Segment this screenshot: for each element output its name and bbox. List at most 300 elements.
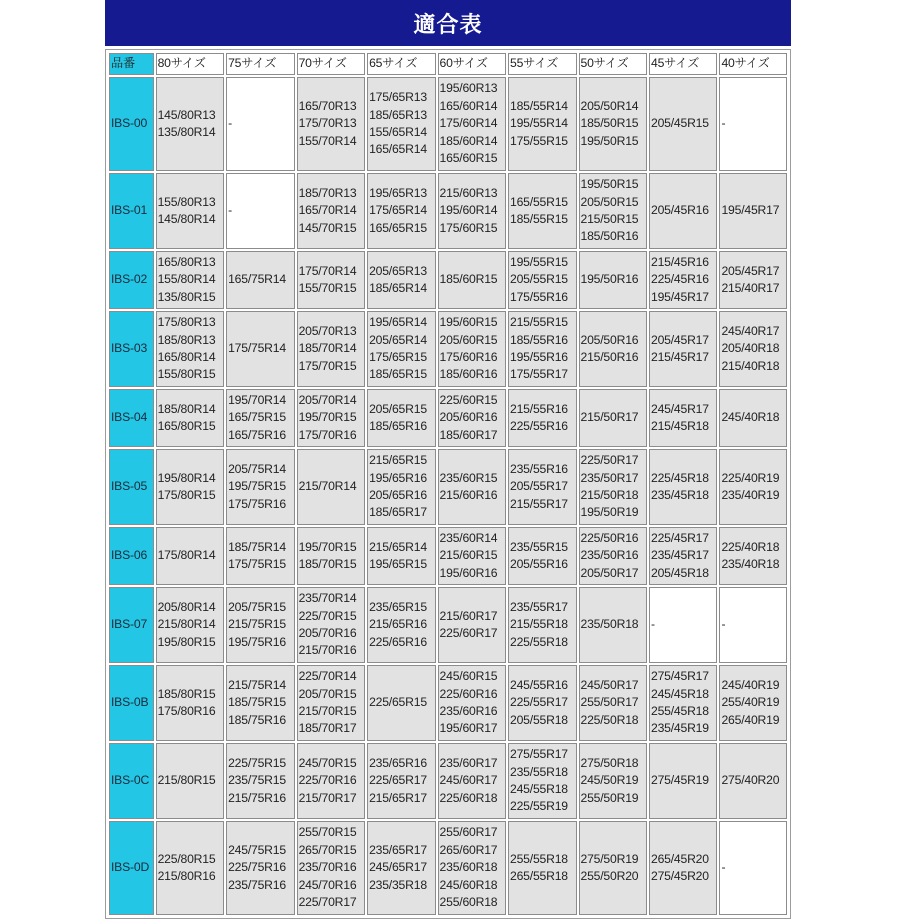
tire-size: 235/70R14 [298,591,357,606]
size-cell [719,311,787,387]
tire-size: - [721,116,726,131]
tire-size: 225/70R15 [298,608,357,623]
size-cell [649,77,717,171]
tire-size: 225/45R16 [651,272,709,287]
tire-size: - [721,617,726,632]
tire-size: 225/70R16 [298,773,357,788]
tire-size: 195/45R17 [721,203,780,218]
tire-size: 215/80R14 [157,617,216,632]
size-cell [579,587,647,663]
tire-size: 185/55R14 [510,98,568,113]
tire-size: 215/50R15 [580,212,639,226]
tire-size: 175/80R14 [157,548,216,563]
tire-size: 175/75R15 [228,557,286,571]
tire-size: 245/40R17 [721,323,780,338]
table-row [109,665,787,741]
size-cell [649,527,717,585]
tire-size: 275/40R20 [721,773,780,788]
tire-size: 225/60R15 [439,392,498,407]
size-cell [156,251,224,309]
size-cell [438,743,506,819]
size-cell [508,173,576,249]
tire-size: 225/65R17 [369,773,427,788]
size-cell [438,77,506,171]
tire-size: 245/75R15 [228,842,286,857]
table-row [109,77,787,171]
size-cell [156,449,224,525]
size-cell [719,587,787,663]
tire-size: 185/65R17 [369,505,427,520]
tire-size: 165/75R15 [228,410,286,425]
tire-size: 215/45R16 [651,254,709,269]
tire-size: 245/40R19 [721,677,780,692]
size-cell [367,587,435,663]
tire-size: 205/65R13 [369,263,427,278]
tire-size: 205/65R16 [369,488,427,502]
size-cell [438,389,506,447]
tire-size: 195/65R15 [369,557,427,571]
tire-size: 235/40R18 [721,557,780,571]
tire-size: 155/70R14 [298,133,357,148]
tire-size: 205/75R15 [228,599,286,614]
tire-size: 185/65R13 [369,107,427,122]
tire-size: 185/60R16 [439,367,498,382]
size-cell [719,77,787,171]
tire-size: 215/75R14 [228,677,286,692]
tire-size: 245/45R17 [651,401,709,416]
size-cell [508,743,576,819]
tire-size: 205/45R17 [651,332,709,347]
tire-size: - [721,860,726,875]
table-row [109,527,787,585]
tire-size: 205/45R18 [651,565,709,580]
tire-size: 235/35R18 [369,877,427,892]
tire-size: 235/45R18 [651,488,709,502]
tire-size: 235/70R16 [298,860,357,875]
tire-size: 145/80R14 [157,212,216,226]
product-code-cell: IBS-01 [109,173,154,249]
size-cell [226,821,294,915]
tire-size: 245/50R19 [580,773,639,788]
tire-size: 195/55R16 [510,350,568,364]
size-cell [367,77,435,171]
tire-size: 195/65R16 [369,470,427,485]
header-size-70: 70サイズ [297,53,365,75]
size-cell [579,311,647,387]
tire-size: 215/65R16 [369,617,427,632]
tire-size: 175/55R17 [510,367,568,382]
tire-size: 215/70R15 [298,704,357,718]
tire-size: 215/50R18 [580,488,639,502]
size-cell [297,77,365,171]
size-cell [367,311,435,387]
tire-size: 245/60R15 [439,669,498,684]
tire-size: 215/50R17 [580,410,639,425]
size-cell [297,173,365,249]
size-cell [438,449,506,525]
tire-size: 165/60R14 [439,98,498,113]
tire-size: 205/60R16 [439,410,498,425]
size-cell [719,389,787,447]
tire-size: 215/60R15 [439,548,498,563]
tire-size: 225/60R17 [439,626,498,640]
tire-size: 155/80R13 [157,194,216,209]
table-row [109,251,787,309]
tire-size: 175/60R16 [439,350,498,364]
size-cell [438,821,506,915]
tire-size: 195/70R15 [298,410,357,425]
tire-size: 185/80R15 [157,686,216,701]
tire-size: 205/65R14 [369,332,427,347]
size-cell [719,743,787,819]
size-cell [579,821,647,915]
size-cell [297,527,365,585]
tire-size: 205/60R15 [439,332,498,347]
product-code-cell: IBS-04 [109,389,154,447]
tire-size: 185/55R16 [510,332,568,347]
tire-size: 155/80R15 [157,367,216,382]
tire-size: 225/50R17 [580,453,639,468]
tire-size: 235/75R15 [228,773,286,788]
size-cell [579,449,647,525]
tire-size: 205/70R14 [298,392,357,407]
size-cell [438,173,506,249]
tire-size: 205/65R15 [369,401,427,416]
tire-size: 265/40R19 [721,712,780,727]
tire-size: 205/55R17 [510,479,568,494]
size-cell [508,77,576,171]
tire-size: 245/40R18 [721,410,780,425]
tire-size: 135/80R14 [157,125,216,139]
tire-size: 245/55R18 [510,782,568,796]
tire-size: 155/65R14 [369,125,427,139]
table-row [109,743,787,819]
size-cell [579,251,647,309]
tire-size: 165/60R15 [439,151,498,166]
tire-size: 215/45R18 [651,419,709,433]
tire-size: 185/70R14 [298,341,357,356]
tire-size: 235/55R16 [510,461,568,476]
tire-size: 185/80R13 [157,332,216,347]
tire-size: 185/75R16 [228,712,286,727]
tire-size: 185/50R15 [580,116,639,131]
tire-size: 165/75R16 [228,427,286,442]
tire-size: 195/55R14 [510,116,568,131]
tire-size: 185/60R17 [439,427,498,442]
tire-size: 195/60R14 [439,203,498,218]
tire-size: 175/70R13 [298,116,357,131]
tire-size: 275/45R19 [651,773,709,788]
size-cell [156,743,224,819]
size-cell [438,587,506,663]
size-cell [156,173,224,249]
size-cell [438,665,506,741]
tire-size: 185/65R16 [369,419,427,433]
size-cell [297,311,365,387]
tire-size: 215/65R14 [369,539,427,554]
size-cell [719,173,787,249]
product-code-cell: IBS-05 [109,449,154,525]
page-title: 適合表 [105,0,791,46]
tire-size: 205/45R15 [651,116,709,131]
table-row [109,311,787,387]
tire-size: 195/50R19 [580,505,639,520]
size-cell [156,665,224,741]
size-cell [226,77,294,171]
size-cell [719,821,787,915]
tire-size: 185/75R14 [228,539,286,554]
size-cell [508,251,576,309]
tire-size: 215/65R15 [369,453,427,468]
tire-size: 175/75R16 [228,496,286,511]
tire-size: - [228,203,232,218]
tire-size: 205/45R16 [651,203,709,218]
tire-size: 205/45R17 [721,263,780,278]
size-cell [579,665,647,741]
tire-size: 215/55R18 [510,617,568,632]
tire-size: 205/80R14 [157,599,216,614]
tire-size: 215/55R15 [510,315,568,330]
size-cell [649,173,717,249]
tire-size: 195/65R13 [369,185,427,200]
tire-size: 185/70R13 [298,185,357,200]
tire-size: 215/60R13 [439,185,498,200]
table-row [109,587,787,663]
tire-size: 175/80R13 [157,315,216,330]
tire-size: 195/60R15 [439,315,498,330]
tire-size: 185/75R15 [228,695,286,710]
product-code-cell: IBS-07 [109,587,154,663]
size-cell [438,311,506,387]
size-cell [367,527,435,585]
tire-size: 255/70R15 [298,825,357,840]
header-size-45: 45サイズ [649,53,717,75]
tire-size: 195/70R14 [228,392,286,407]
table-row [109,173,787,249]
size-cell [508,311,576,387]
size-cell [508,527,576,585]
size-cell [226,587,294,663]
size-cell [719,665,787,741]
tire-size: 225/55R19 [510,799,568,814]
tire-size: 195/45R17 [651,289,709,304]
tire-size: 235/60R16 [439,704,498,718]
tire-size: 135/80R15 [157,289,216,304]
tire-size: 195/60R13 [439,81,498,96]
tire-size: 215/55R17 [510,496,568,511]
size-cell [579,527,647,585]
tire-size: 205/55R16 [510,557,568,571]
size-cell [719,449,787,525]
tire-size: 265/45R20 [651,851,709,866]
tire-size: 245/50R17 [580,677,639,692]
tire-size: 185/65R15 [369,367,427,382]
tire-size: 225/55R18 [510,634,568,649]
tire-size: 145/70R15 [298,220,357,235]
size-cell [367,173,435,249]
size-cell [508,821,576,915]
size-cell [226,743,294,819]
tire-size: 225/70R14 [298,669,357,684]
size-cell [156,587,224,663]
tire-size: 225/70R17 [298,895,357,910]
tire-size: 245/45R18 [651,686,709,701]
size-cell [649,449,717,525]
tire-size: 235/60R17 [439,755,498,770]
size-cell [226,665,294,741]
tire-size: 205/50R15 [580,194,639,209]
product-code-cell: IBS-03 [109,311,154,387]
size-cell [367,449,435,525]
tire-size: 235/55R18 [510,764,568,779]
size-cell [297,665,365,741]
size-cell [579,743,647,819]
header-size-55: 55サイズ [508,53,576,75]
size-cell [508,449,576,525]
tire-size: 215/70R14 [298,479,357,494]
tire-size: 175/65R14 [369,203,427,218]
tire-size: 205/40R18 [721,341,780,356]
tire-size: 195/50R15 [580,133,639,148]
tire-size: 225/45R17 [651,530,709,545]
size-cell [438,251,506,309]
size-cell [156,77,224,171]
tire-size: 175/55R16 [510,289,568,304]
size-cell [649,389,717,447]
tire-size: 235/60R15 [439,470,498,485]
tire-size: 275/50R19 [580,851,639,866]
tire-size: 185/80R14 [157,401,216,416]
tire-size: 235/60R18 [439,860,498,875]
size-cell [226,311,294,387]
tire-size: 225/60R18 [439,790,498,805]
tire-size: 215/70R17 [298,790,357,805]
size-cell [226,449,294,525]
tire-size: 235/60R14 [439,530,498,545]
tire-size: 275/45R17 [651,669,709,684]
tire-size: 245/70R15 [298,755,357,770]
header-size-50: 50サイズ [579,53,647,75]
tire-size: 235/65R16 [369,755,427,770]
tire-size: 205/50R17 [580,565,639,580]
size-cell [367,389,435,447]
tire-size: 235/50R17 [580,470,639,485]
tire-size: 255/55R18 [510,851,568,866]
tire-size: 245/70R16 [298,877,357,892]
size-cell [226,251,294,309]
size-cell [156,821,224,915]
tire-size: 215/60R17 [439,608,498,623]
tire-size: 235/40R19 [721,488,780,502]
size-cell [297,251,365,309]
tire-size: 185/70R17 [298,721,357,736]
size-cell [297,389,365,447]
fitment-table [107,51,789,917]
product-code-cell: IBS-0B [109,665,154,741]
tire-size: 225/40R19 [721,470,780,485]
size-cell [297,743,365,819]
product-code-cell: IBS-02 [109,251,154,309]
header-size-60: 60サイズ [438,53,506,75]
tire-size: 175/70R14 [298,263,357,278]
table-row [109,389,787,447]
tire-size: 205/70R13 [298,323,357,338]
tire-size: 275/45R20 [651,869,709,883]
header-size-65: 65サイズ [367,53,435,75]
tire-size: 205/70R15 [298,686,357,701]
tire-size: 255/50R19 [580,790,639,805]
header-size-40: 40サイズ [719,53,787,75]
header-size-80: 80サイズ [156,53,224,75]
tire-size: 255/50R17 [580,695,639,710]
tire-size: 205/75R14 [228,461,286,476]
tire-size: 205/50R16 [580,332,639,347]
tire-size: 235/65R15 [369,599,427,614]
tire-size: 175/60R14 [439,116,498,131]
tire-size: 185/65R14 [369,281,427,295]
tire-size: 225/50R18 [580,712,639,727]
tire-size: 225/75R16 [228,860,286,875]
tire-size: 165/80R15 [157,419,216,433]
tire-size: 225/40R18 [721,539,780,554]
size-cell [649,821,717,915]
tire-size: 165/55R15 [510,194,568,209]
tire-size: 265/55R18 [510,869,568,883]
tire-size: 175/80R16 [157,704,216,718]
tire-size: 175/70R16 [298,427,357,442]
tire-size: 195/75R15 [228,479,286,494]
tire-size: 215/80R15 [157,773,216,788]
tire-size: 235/55R17 [510,599,568,614]
tire-size: 275/50R18 [580,755,639,770]
size-cell [367,251,435,309]
size-cell [297,449,365,525]
tire-size: 225/80R15 [157,851,216,866]
tire-size: 195/70R15 [298,539,357,554]
tire-size: 195/75R16 [228,634,286,649]
tire-size: 215/75R16 [228,790,286,805]
tire-size: 165/80R13 [157,254,216,269]
size-cell [649,587,717,663]
tire-size: 235/75R16 [228,877,286,892]
tire-size: 235/50R18 [580,617,639,632]
tire-size: 215/70R16 [298,643,357,658]
product-code-cell: IBS-00 [109,77,154,171]
tire-size: 215/55R16 [510,401,568,416]
tire-size: 185/60R15 [439,272,498,287]
tire-size: 275/55R17 [510,747,568,762]
size-cell [297,821,365,915]
size-cell [367,821,435,915]
tire-size: 255/50R20 [580,869,639,883]
tire-size: 165/65R14 [369,142,427,157]
tire-size: 195/60R16 [439,565,498,580]
tire-size: 215/40R17 [721,281,780,295]
tire-size: 155/70R15 [298,281,357,295]
table-frame [105,49,791,919]
tire-size: 225/60R16 [439,686,498,701]
size-cell [438,527,506,585]
tire-size: 255/40R19 [721,695,780,710]
tire-size: 165/65R15 [369,220,427,235]
tire-size: 235/50R16 [580,548,639,563]
size-cell [508,389,576,447]
tire-size: 205/50R14 [580,98,639,113]
tire-size: 235/65R17 [369,842,427,857]
tire-size: 205/55R15 [510,272,568,287]
tire-size: 165/70R14 [298,203,357,218]
tire-size: 175/70R15 [298,358,357,373]
